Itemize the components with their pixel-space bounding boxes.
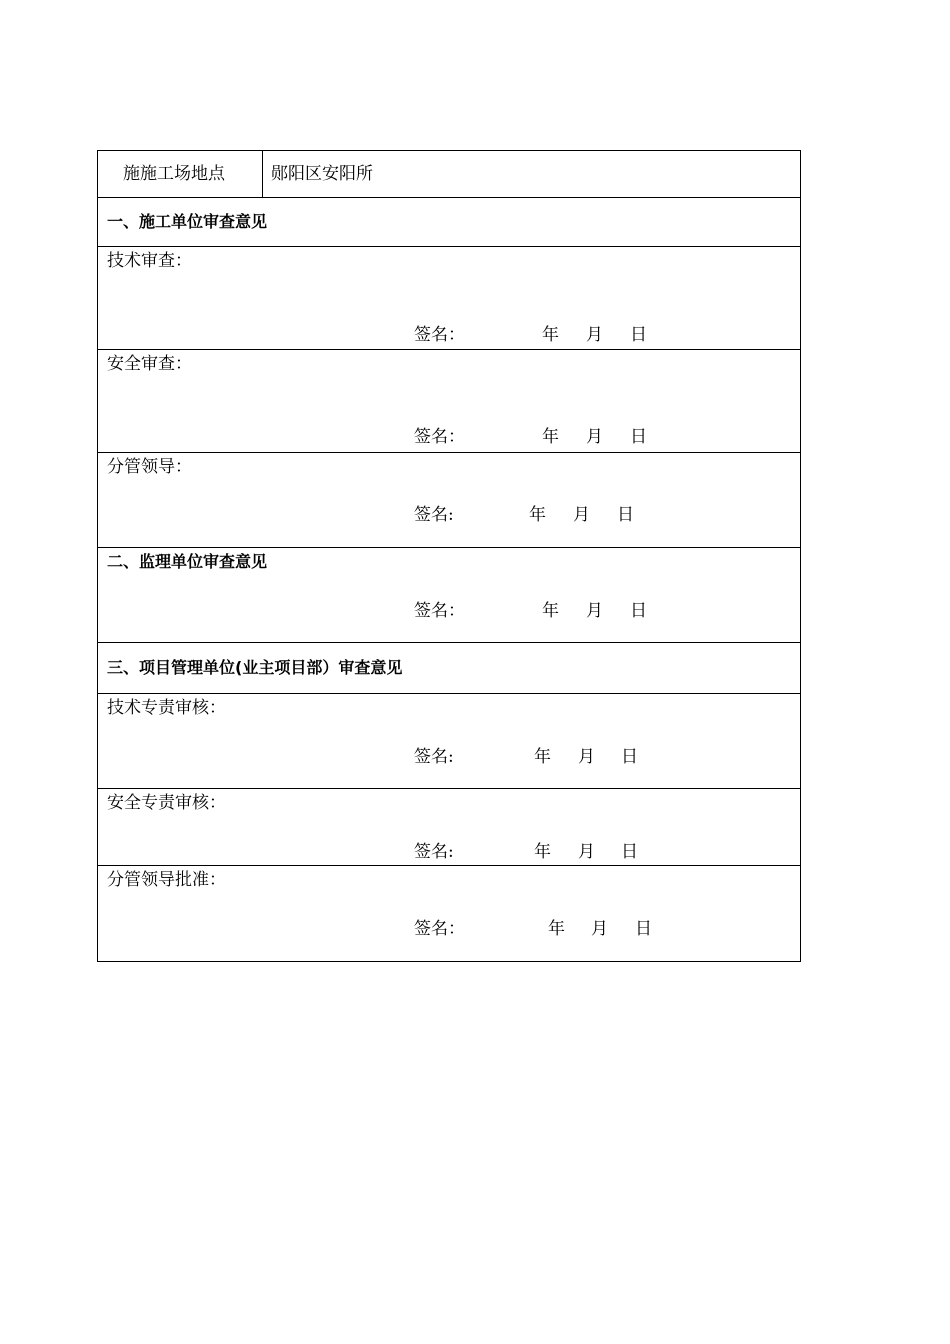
signature-label: 签名:: [414, 505, 454, 525]
signature-label: 签名:: [414, 747, 454, 767]
year-label: 年: [542, 325, 559, 345]
tech-review-row: [98, 246, 800, 349]
month-label: 月: [578, 842, 595, 862]
column-divider: [262, 151, 263, 197]
signature-label: 签名:: [414, 842, 454, 862]
tech-review-label: 技术审查：: [107, 251, 192, 271]
day-label: 日: [635, 919, 652, 939]
year-label: 年: [534, 842, 551, 862]
safety-review-label: 安全审查：: [107, 354, 192, 374]
day-label: 日: [621, 842, 638, 862]
day-label: 日: [630, 601, 647, 621]
day-label: 日: [630, 325, 647, 345]
section-2-title: 二、监理单位审查意见: [107, 552, 268, 571]
leader-review-row: [98, 452, 800, 547]
site-value: 郧阳区安阳所: [271, 164, 373, 184]
tech-specialist-row: [98, 693, 800, 788]
signature-label: 签名：: [414, 325, 465, 345]
month-label: 月: [586, 325, 603, 345]
day-label: 日: [621, 747, 638, 767]
site-label: 施施工场地点: [123, 164, 225, 184]
safety-specialist-label: 安全专责审核：: [107, 793, 226, 813]
month-label: 月: [573, 505, 590, 525]
section-1-header: [98, 197, 800, 246]
year-label: 年: [548, 919, 565, 939]
year-label: 年: [542, 427, 559, 447]
year-label: 年: [534, 747, 551, 767]
leader-approval-row: [98, 865, 800, 961]
tech-specialist-label: 技术专责审核：: [107, 698, 226, 718]
section-1-title: 一、施工单位审查意见: [107, 212, 268, 231]
year-label: 年: [529, 505, 546, 525]
day-label: 日: [617, 505, 634, 525]
signature-label: 签名：: [414, 601, 465, 621]
month-label: 月: [586, 427, 603, 447]
year-label: 年: [542, 601, 559, 621]
safety-review-row: [98, 349, 800, 452]
month-label: 月: [578, 747, 595, 767]
leader-review-label: 分管领导：: [107, 457, 192, 477]
approval-form: [97, 150, 801, 962]
signature-label: 签名：: [414, 427, 465, 447]
section-3-header: [98, 642, 800, 693]
signature-label: 签名：: [414, 919, 465, 939]
month-label: 月: [591, 919, 608, 939]
month-label: 月: [586, 601, 603, 621]
leader-approval-label: 分管领导批准：: [107, 870, 226, 890]
section-3-title: 三、项目管理单位(业主项目部）审查意见: [107, 658, 403, 677]
site-row: [98, 151, 800, 197]
day-label: 日: [630, 427, 647, 447]
safety-specialist-row: [98, 788, 800, 865]
section-2-row: [98, 547, 800, 642]
